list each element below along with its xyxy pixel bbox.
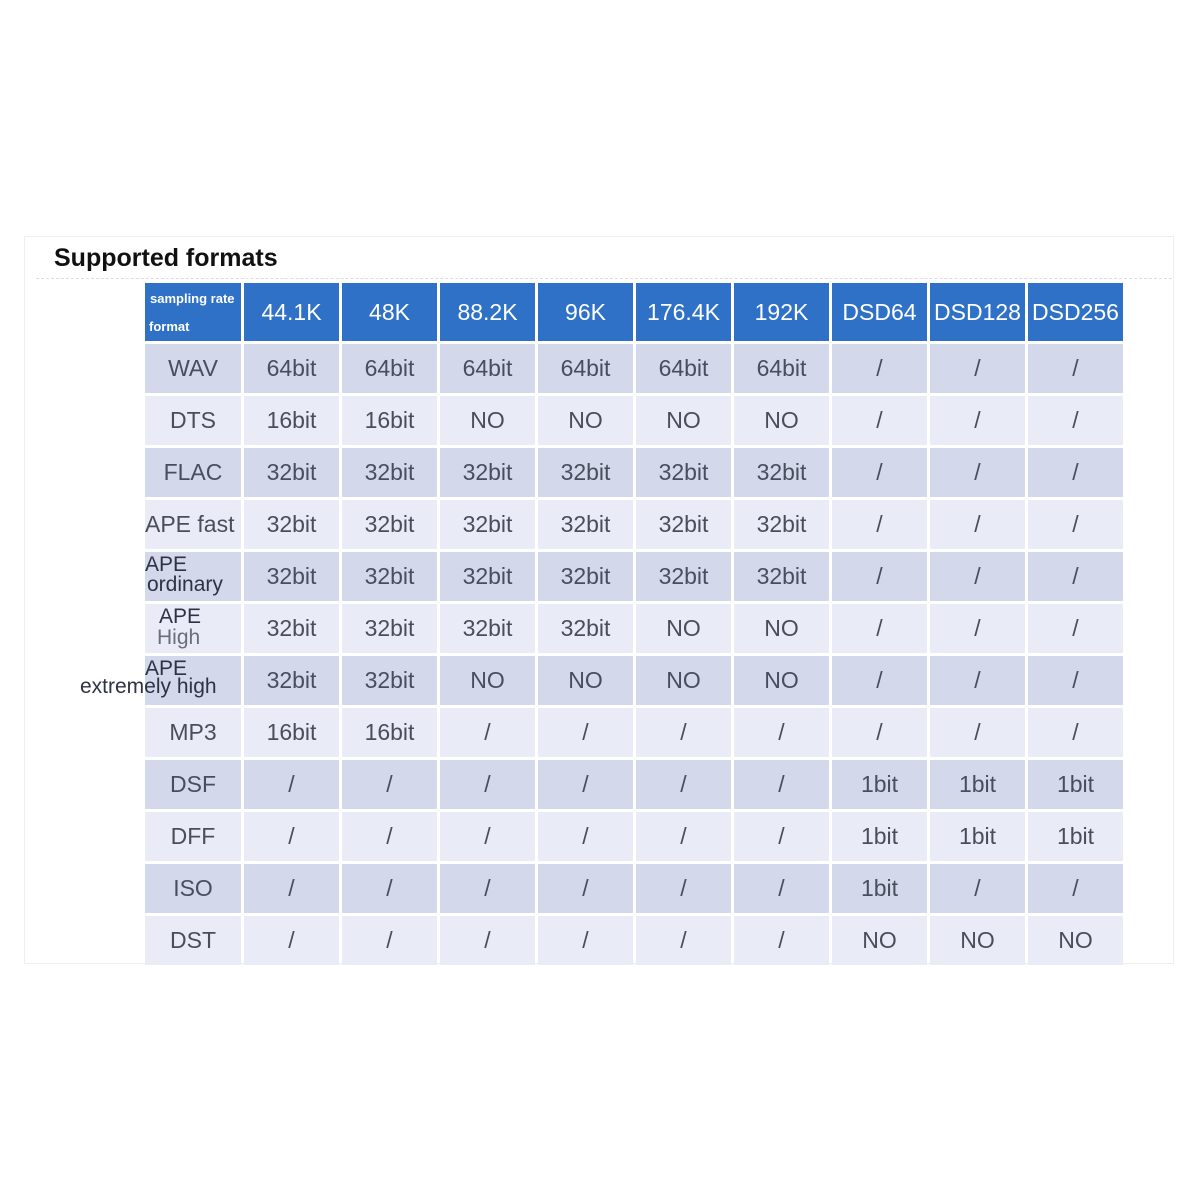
table-cell: / <box>1028 708 1123 757</box>
table-cell: / <box>1028 864 1123 913</box>
heading-divider <box>36 278 1172 279</box>
row-label-line: APE <box>145 657 188 680</box>
row-label <box>145 552 241 601</box>
table-cell: / <box>930 552 1025 601</box>
table-cell: 32bit <box>440 500 535 549</box>
header-row <box>145 283 1123 341</box>
table-cell: 32bit <box>636 552 731 601</box>
table-cell: 1bit <box>930 760 1025 809</box>
table-cell: / <box>734 708 829 757</box>
corner-sampling-rate: sampling rate <box>150 291 235 306</box>
table-cell: NO <box>734 396 829 445</box>
table-cell: / <box>538 864 633 913</box>
table-cell: 32bit <box>538 552 633 601</box>
table-cell: / <box>832 604 927 653</box>
table-cell: / <box>342 760 437 809</box>
table-cell: 64bit <box>538 344 633 393</box>
table-cell: / <box>832 448 927 497</box>
table-cell: 32bit <box>636 500 731 549</box>
table-cell: 64bit <box>440 344 535 393</box>
row-label: MP3 <box>145 708 241 757</box>
table-cell: / <box>832 708 927 757</box>
table-cell: / <box>1028 448 1123 497</box>
table-cell: NO <box>636 656 731 705</box>
table-cell: NO <box>440 656 535 705</box>
table-cell: 32bit <box>734 552 829 601</box>
table-cell: / <box>734 760 829 809</box>
table-cell: / <box>1028 552 1123 601</box>
table-cell: 1bit <box>832 760 927 809</box>
column-header: 192K <box>734 283 829 341</box>
table-cell: / <box>440 760 535 809</box>
table-cell: / <box>930 656 1025 705</box>
table-cell: / <box>440 916 535 965</box>
table-cell: 64bit <box>636 344 731 393</box>
table-cell: / <box>832 500 927 549</box>
table-cell: 1bit <box>1028 812 1123 861</box>
table-cell: / <box>440 708 535 757</box>
table-cell: / <box>930 604 1025 653</box>
table-cell: 32bit <box>440 604 535 653</box>
table-cell: / <box>930 448 1025 497</box>
row-label-line: High <box>157 626 201 649</box>
table-cell: / <box>832 656 927 705</box>
table-cell: / <box>342 812 437 861</box>
table-cell: 32bit <box>342 448 437 497</box>
table-row <box>145 656 1123 705</box>
table-cell: 64bit <box>244 344 339 393</box>
row-label: DFF <box>145 812 241 861</box>
table-cell: NO <box>734 604 829 653</box>
table-row <box>145 344 1123 393</box>
table-row <box>145 760 1123 809</box>
row-label <box>145 604 241 653</box>
table-cell: 16bit <box>244 708 339 757</box>
row-label: ISO <box>145 864 241 913</box>
corner-header <box>145 283 241 341</box>
table-cell: / <box>538 708 633 757</box>
column-header: 88.2K <box>440 283 535 341</box>
table-cell: / <box>244 760 339 809</box>
table-cell: 32bit <box>538 448 633 497</box>
table-cell: / <box>734 916 829 965</box>
table-row <box>145 708 1123 757</box>
table-row <box>145 500 1123 549</box>
table-cell: NO <box>440 396 535 445</box>
table-row <box>145 812 1123 861</box>
table-cell: NO <box>538 396 633 445</box>
table-cell: / <box>1028 344 1123 393</box>
row-label <box>80 656 241 705</box>
table-cell: 32bit <box>244 552 339 601</box>
table-cell: / <box>1028 500 1123 549</box>
table-cell: / <box>1028 656 1123 705</box>
table-cell: 32bit <box>734 500 829 549</box>
row-label-line: APE <box>159 605 202 628</box>
table-cell: / <box>930 864 1025 913</box>
table-cell: / <box>930 344 1025 393</box>
table-cell: / <box>832 552 927 601</box>
table-cell: / <box>244 812 339 861</box>
table-row <box>145 604 1123 653</box>
table-row <box>145 396 1123 445</box>
table-row <box>145 552 1123 601</box>
column-header: 48K <box>342 283 437 341</box>
table-cell: 64bit <box>734 344 829 393</box>
table-cell: 64bit <box>342 344 437 393</box>
table-cell: / <box>440 864 535 913</box>
table-cell: 16bit <box>342 396 437 445</box>
column-header: 96K <box>538 283 633 341</box>
table-cell: NO <box>538 656 633 705</box>
table-cell: 16bit <box>244 396 339 445</box>
table-cell: / <box>636 760 731 809</box>
column-header: DSD64 <box>832 283 927 341</box>
column-header: 44.1K <box>244 283 339 341</box>
table-cell: 1bit <box>930 812 1025 861</box>
row-label: WAV <box>145 344 241 393</box>
table-cell: / <box>1028 604 1123 653</box>
table-cell: 32bit <box>244 656 339 705</box>
table-cell: / <box>832 396 927 445</box>
row-label: DST <box>145 916 241 965</box>
table-cell: 32bit <box>440 448 535 497</box>
table-row <box>145 864 1123 913</box>
table-cell: 32bit <box>244 448 339 497</box>
table-cell: / <box>538 760 633 809</box>
table-cell: / <box>244 864 339 913</box>
table-cell: / <box>538 812 633 861</box>
table-cell: 32bit <box>244 500 339 549</box>
table-cell: / <box>636 916 731 965</box>
table-cell: 32bit <box>244 604 339 653</box>
row-label-line: APE <box>145 553 188 576</box>
table-cell: NO <box>636 604 731 653</box>
table-cell: 1bit <box>832 864 927 913</box>
row-label: APE fast <box>145 500 241 549</box>
table-cell: / <box>1028 396 1123 445</box>
table-cell: / <box>342 864 437 913</box>
table-cell: / <box>440 812 535 861</box>
table-cell: NO <box>1028 916 1123 965</box>
column-header: 176.4K <box>636 283 731 341</box>
table-cell: 1bit <box>1028 760 1123 809</box>
table-cell: NO <box>636 396 731 445</box>
table-cell: / <box>538 916 633 965</box>
row-label-line: ordinary <box>147 573 223 596</box>
table-cell: / <box>636 708 731 757</box>
table-row <box>145 448 1123 497</box>
table-row <box>145 916 1123 965</box>
row-label-line: extremely high <box>80 675 217 698</box>
table-cell: 1bit <box>832 812 927 861</box>
table-cell: / <box>342 916 437 965</box>
table-cell: / <box>636 812 731 861</box>
table-cell: 32bit <box>538 604 633 653</box>
table-cell: / <box>930 396 1025 445</box>
table-cell: / <box>636 864 731 913</box>
table-cell: / <box>930 500 1025 549</box>
corner-format: format <box>149 319 190 334</box>
table-cell: 32bit <box>636 448 731 497</box>
table-cell: / <box>832 344 927 393</box>
column-header: DSD256 <box>1028 283 1123 341</box>
column-header: DSD128 <box>930 283 1025 341</box>
row-label: FLAC <box>145 448 241 497</box>
table-cell: 16bit <box>342 708 437 757</box>
table-cell: / <box>734 864 829 913</box>
table-cell: 32bit <box>538 500 633 549</box>
table-cell: NO <box>930 916 1025 965</box>
table-cell: NO <box>832 916 927 965</box>
formats-table <box>80 280 1126 968</box>
table-cell: 32bit <box>440 552 535 601</box>
table-cell: NO <box>734 656 829 705</box>
table-cell: 32bit <box>342 552 437 601</box>
table-cell: 32bit <box>342 604 437 653</box>
table-cell: / <box>244 916 339 965</box>
page-title: Supported formats <box>54 244 278 272</box>
table-cell: 32bit <box>342 500 437 549</box>
table-cell: / <box>734 812 829 861</box>
table-cell: 32bit <box>342 656 437 705</box>
row-label: DTS <box>145 396 241 445</box>
row-label: DSF <box>145 760 241 809</box>
table-cell: / <box>930 708 1025 757</box>
table-cell: 32bit <box>734 448 829 497</box>
